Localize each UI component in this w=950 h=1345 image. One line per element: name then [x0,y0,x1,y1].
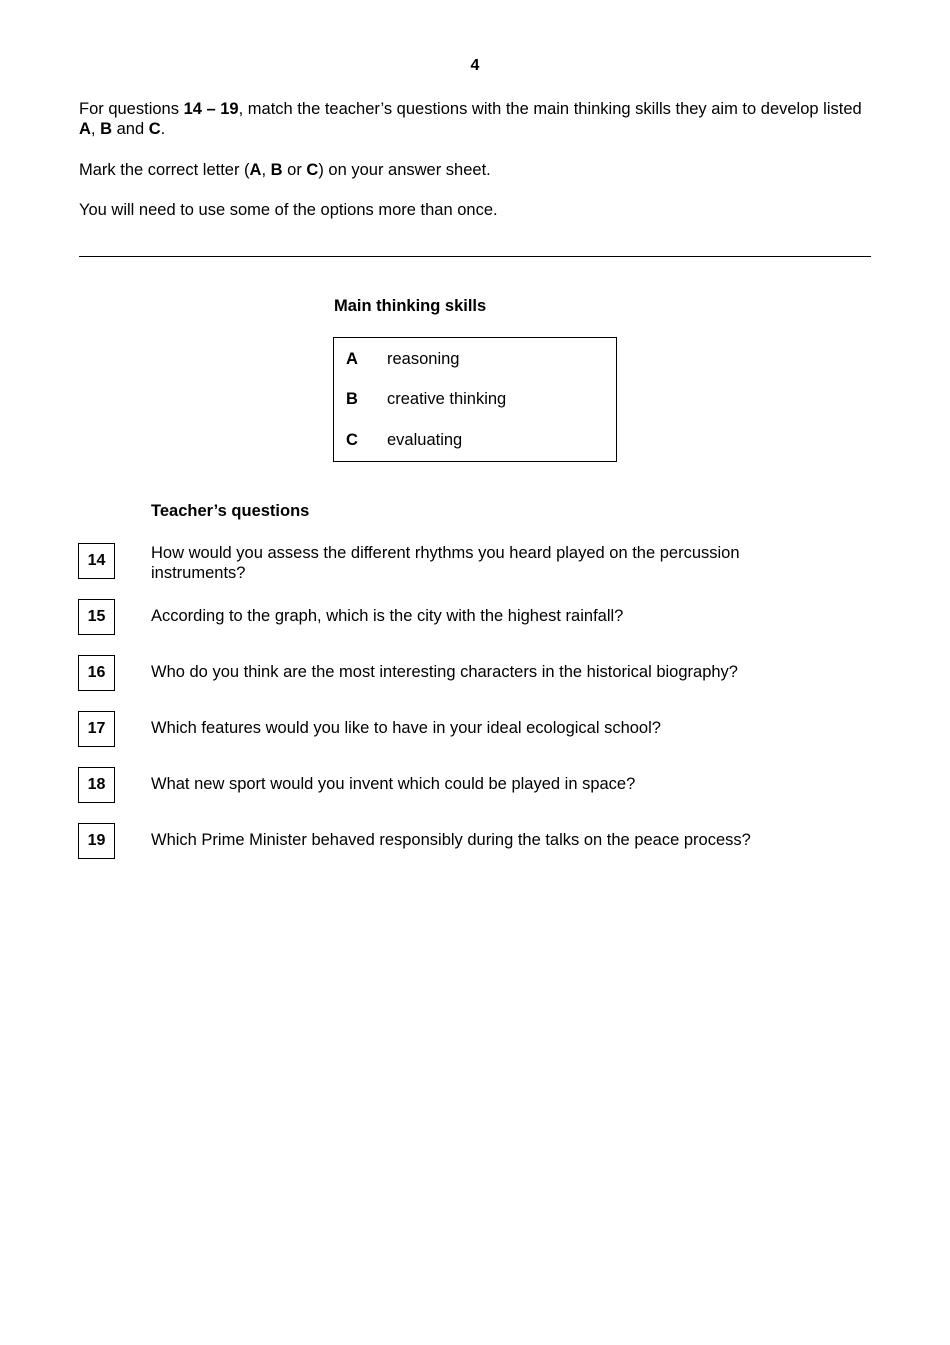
skill-letter: B [346,390,358,408]
question-number-box: 19 [78,823,115,859]
instruction-text: and [112,120,149,138]
skill-label: reasoning [387,350,460,368]
option-letter-c: C [148,120,161,138]
skill-letter: A [346,350,358,368]
question-text: Which Prime Minister behaved responsibly during the talks on the peace process? [151,831,751,849]
instruction-reuse: You will need to use some of the options more than once. [79,201,498,219]
skills-options-box [333,337,617,462]
divider-line [79,256,871,257]
question-number-box: 14 [78,543,115,579]
questions-heading: Teacher’s questions [151,502,310,520]
instruction-text: , [261,161,271,179]
instruction-text: . [160,120,166,138]
skills-heading: Main thinking skills [334,297,487,315]
question-range: 14 – 19 [183,100,239,118]
instruction-text: , [90,120,101,138]
option-letter-c: C [306,161,319,179]
question-text: According to the graph, which is the city with the highest rainfall? [151,607,624,625]
instruction-text: For questions [79,100,184,118]
question-text: What new sport would you invent which could be played in space? [151,775,636,793]
page-number: 4 [470,57,480,74]
instruction-text: ) on your answer sheet. [318,161,491,179]
question-text: Who do you think are the most interesting characters in the historical biography? [151,663,738,681]
skill-label: evaluating [387,431,463,449]
instruction-text: or [282,161,307,179]
question-text: How would you assess the different rhythms you heard played on the percussion instruments? [151,544,740,582]
option-letter-b: B [270,161,283,179]
skill-letter: C [346,431,358,449]
instruction-match [79,99,879,139]
instruction-text: , match the teacher’s questions with the main thinking skills they aim to develop listed [238,100,862,118]
question-number-box: 15 [78,599,115,635]
skill-label: creative thinking [387,390,507,408]
option-letter-b: B [100,120,113,138]
question-number-box: 16 [78,655,115,691]
question-number-box: 17 [78,711,115,747]
instruction-mark [79,160,879,180]
option-letter-a: A [79,120,91,138]
instruction-text: Mark the correct letter ( [79,161,250,179]
question-number-box: 18 [78,767,115,803]
question-text: Which features would you like to have in your ideal ecological school? [151,719,661,737]
option-letter-a: A [249,161,262,179]
